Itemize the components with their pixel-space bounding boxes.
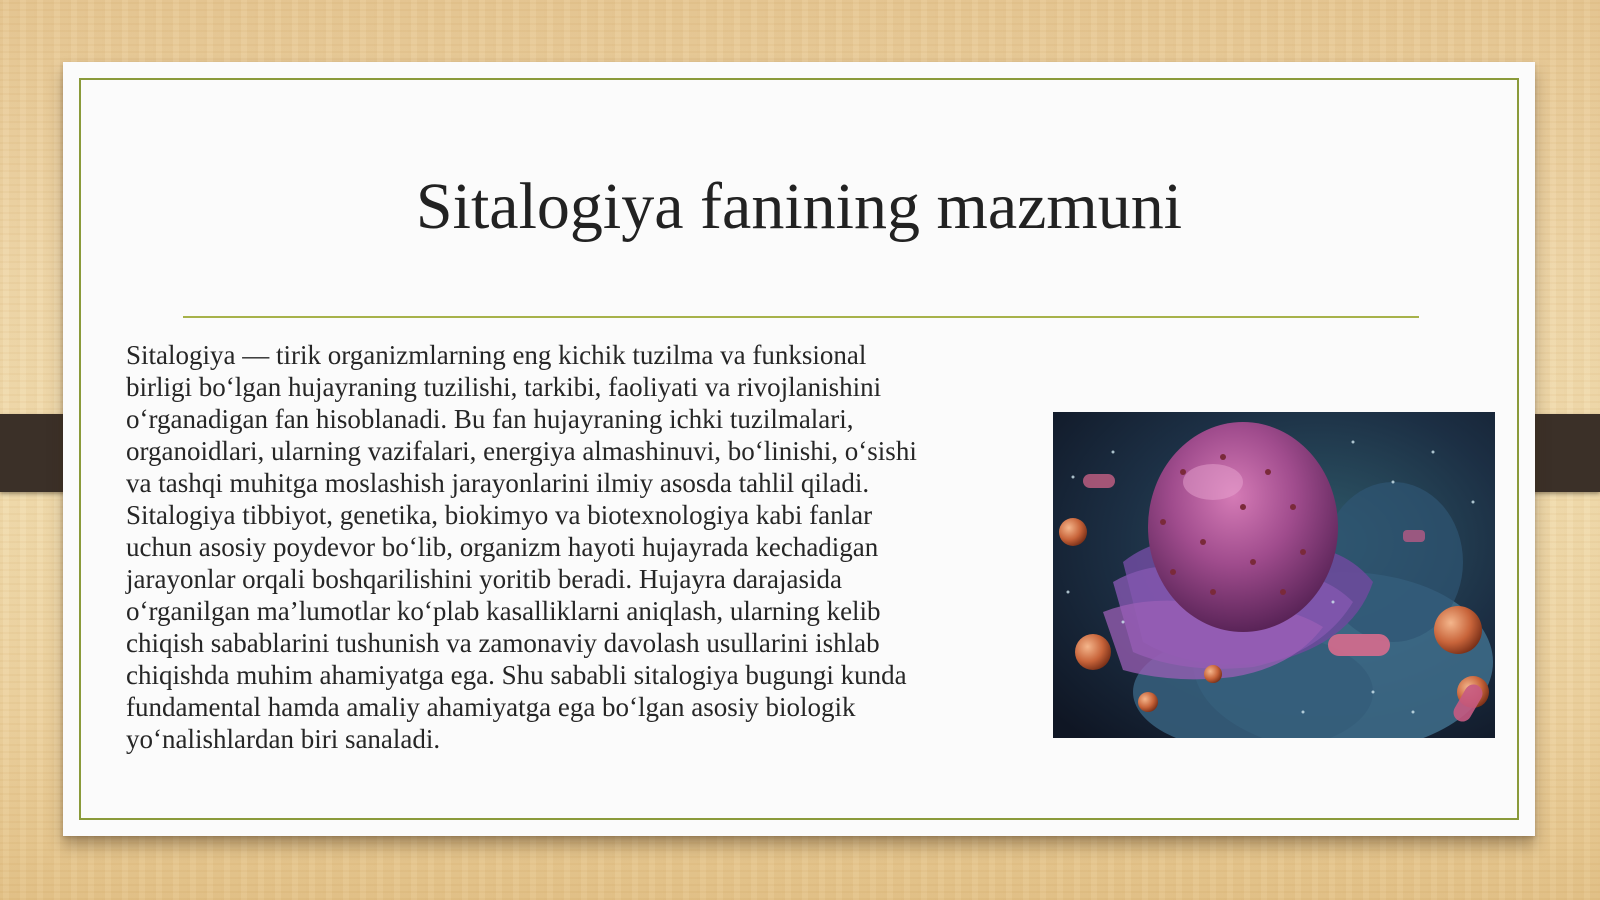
slide-card xyxy=(63,62,1535,836)
slide-title: Sitalogiya fanining mazmuni xyxy=(415,170,1183,243)
title-divider xyxy=(183,316,1419,318)
cell-illustration-image xyxy=(1053,412,1495,738)
slide-body-text: Sitalogiya — tirik organizmlarning eng kichik tuzilma va funksional birligi bo‘lgan hujayraning tuzilishi, tarkibi, faoliyati va rivojlanishini o‘rganadigan fan hisoblanadi. Bu fan hujayraning ichki tuzilmalari, organoidlari, ularning vazifalari, energiya almashinuvi, bo‘linishi, o‘sishi va tashqi muhitga moslashish jarayonlarini ilmiy asosda tahlil qiladi. Sitalogiya tibbiyot, genetika, biokimyo va biotexnologiya kabi fanlar uchun asosiy poydevor bo‘lib, organizm hayoti hujayrada kechadigan jarayonlar orqali boshqarilishini yoritib beradi. Hujayra darajasida o‘rganilgan ma’lumotlar ko‘plab kasalliklarni aniqlash, ularning kelib chiqish sabablarini tushunish va zamonaviy davolash usullarini ishlab chiqishda muhim ahamiyatga ega. Shu sababli sitalogiya bugungi kunda fundamental hamda amaliy ahamiyatga ega bo‘lgan asosiy biologik yo‘nalishlardan biri sanaladi. xyxy=(126,340,917,754)
